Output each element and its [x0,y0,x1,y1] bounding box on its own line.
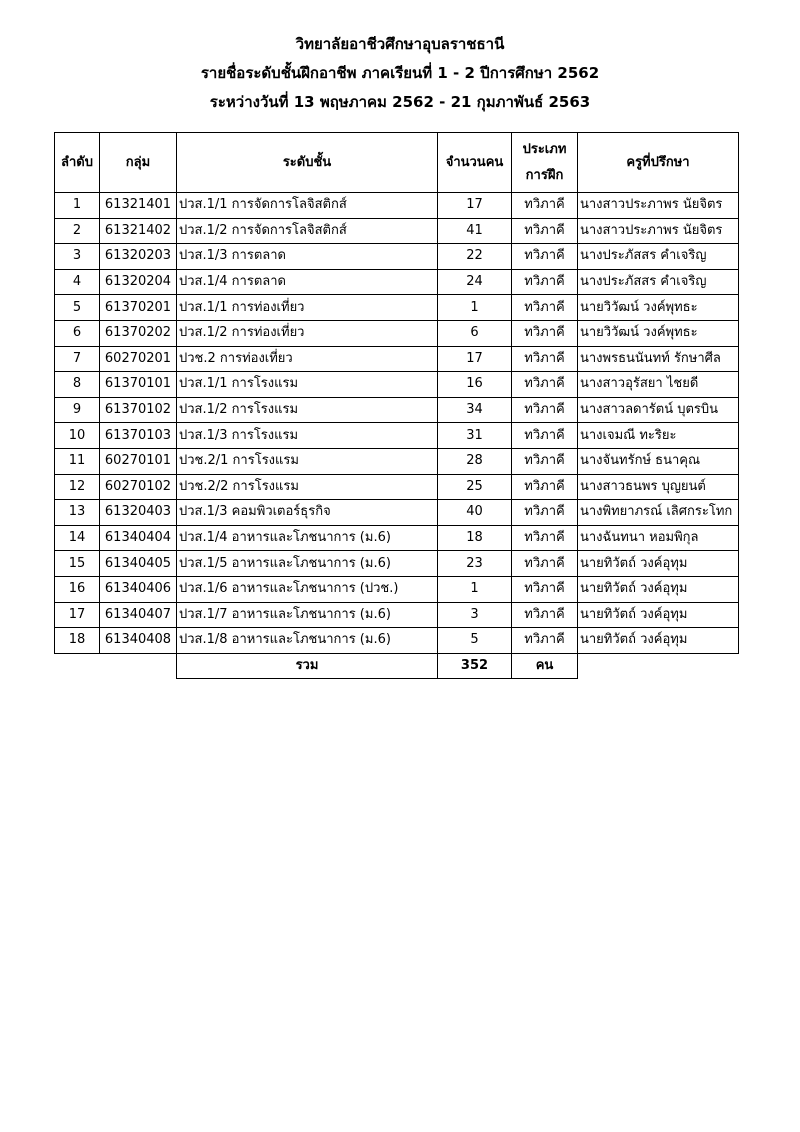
table-row [55,372,739,398]
cell-level: ปวส.1/2 การท่องเที่ยว [177,320,438,346]
cell-advisor: นายทิวัตถ์ วงค์อุทุม [578,551,739,577]
cell-no: 18 [55,628,100,654]
cell-type: ทวิภาคี [512,628,578,654]
table-row [55,269,739,295]
cell-advisor: นางพิทยาภรณ์ เลิศกระโทก [578,500,739,526]
cell-type: ทวิภาคี [512,193,578,219]
cell-group: 60270101 [100,448,177,474]
cell-level: ปวส.1/5 อาหารและโภชนาการ (ม.6) [177,551,438,577]
total-unit: คน [512,653,578,679]
cell-level: ปวส.1/2 การโรงแรม [177,397,438,423]
cell-no: 6 [55,320,100,346]
column-header-type-line2: การฝึก [525,167,564,183]
cell-type: ทวิภาคี [512,320,578,346]
cell-no: 16 [55,576,100,602]
cell-advisor: นางสาวธนพร บุญยนต์ [578,474,739,500]
cell-no: 5 [55,295,100,321]
cell-level: ปวช.2/1 การโรงแรม [177,448,438,474]
cell-level: ปวส.1/2 การจัดการโลจิสติกส์ [177,218,438,244]
cell-type: ทวิภาคี [512,269,578,295]
total-blank-cell [100,653,177,679]
cell-advisor: นางสาวประภาพร นัยจิตร [578,218,739,244]
cell-type: ทวิภาคี [512,397,578,423]
cell-type: ทวิภาคี [512,372,578,398]
cell-count: 25 [438,474,512,500]
cell-no: 3 [55,244,100,270]
table-row [55,423,739,449]
cell-group: 61320204 [100,269,177,295]
cell-level: ปวส.1/1 การจัดการโลจิสติกส์ [177,193,438,219]
cell-level: ปวส.1/3 การโรงแรม [177,423,438,449]
table-row [55,346,739,372]
cell-count: 24 [438,269,512,295]
column-header-type-line1: ประเภท [522,141,567,157]
cell-advisor: นางสาวลดารัตน์ บุตรบิน [578,397,739,423]
cell-group: 61340406 [100,576,177,602]
column-header-level: ระดับชั้น [177,133,438,193]
column-header-group: กลุ่ม [100,133,177,193]
cell-no: 10 [55,423,100,449]
cell-group: 61370102 [100,397,177,423]
cell-type: ทวิภาคี [512,218,578,244]
cell-advisor: นางสาวประภาพร นัยจิตร [578,193,739,219]
cell-count: 3 [438,602,512,628]
total-blank-cell [55,653,100,679]
cell-advisor: นายวิวัฒน์ วงค์พุทธะ [578,320,739,346]
cell-level: ปวช.2/2 การโรงแรม [177,474,438,500]
cell-count: 23 [438,551,512,577]
cell-level: ปวส.1/1 การโรงแรม [177,372,438,398]
cell-count: 34 [438,397,512,423]
cell-no: 14 [55,525,100,551]
cell-group: 61340408 [100,628,177,654]
table-row [55,551,739,577]
cell-group: 61370202 [100,320,177,346]
cell-type: ทวิภาคี [512,576,578,602]
table-row [55,448,739,474]
cell-advisor: นายวิวัฒน์ วงค์พุทธะ [578,295,739,321]
cell-level: ปวส.1/3 คอมพิวเตอร์ธุรกิจ [177,500,438,526]
cell-type: ทวิภาคี [512,602,578,628]
cell-level: ปวส.1/6 อาหารและโภชนาการ (ปวช.) [177,576,438,602]
cell-group: 61321401 [100,193,177,219]
document-period: ระหว่างวันที่ 13 พฤษภาคม 2562 - 21 กุมภาพันธ์ 2563 [209,93,591,111]
cell-group: 61320203 [100,244,177,270]
cell-level: ปวส.1/4 การตลาด [177,269,438,295]
cell-no: 7 [55,346,100,372]
cell-advisor: นายทิวัตถ์ วงค์อุทุม [578,602,739,628]
table-row [55,602,739,628]
table-row [55,295,739,321]
total-row [55,653,739,679]
table-row [55,320,739,346]
cell-advisor: นางสาวอุรัสยา ไชยดี [578,372,739,398]
table-row [55,244,739,270]
cell-no: 17 [55,602,100,628]
cell-level: ปวส.1/8 อาหารและโภชนาการ (ม.6) [177,628,438,654]
cell-type: ทวิภาคี [512,500,578,526]
cell-level: ปวส.1/7 อาหารและโภชนาการ (ม.6) [177,602,438,628]
cell-type: ทวิภาคี [512,244,578,270]
document-header [0,30,800,117]
cell-no: 2 [55,218,100,244]
cell-advisor: นายทิวัตถ์ วงค์อุทุม [578,628,739,654]
cell-count: 28 [438,448,512,474]
cell-group: 61340405 [100,551,177,577]
table-row [55,576,739,602]
cell-count: 17 [438,346,512,372]
cell-count: 6 [438,320,512,346]
table-body [55,193,739,654]
table-footer [55,653,739,679]
cell-level: ปวช.2 การท่องเที่ยว [177,346,438,372]
cell-group: 61340404 [100,525,177,551]
table-row [55,193,739,219]
cell-advisor: นางจันทรักษ์ ธนาคุณ [578,448,739,474]
cell-type: ทวิภาคี [512,423,578,449]
table-row [55,474,739,500]
cell-group: 61370201 [100,295,177,321]
cell-no: 13 [55,500,100,526]
cell-type: ทวิภาคี [512,525,578,551]
cell-type: ทวิภาคี [512,474,578,500]
cell-count: 1 [438,576,512,602]
cell-level: ปวส.1/1 การท่องเที่ยว [177,295,438,321]
cell-level: ปวส.1/4 อาหารและโภชนาการ (ม.6) [177,525,438,551]
table-row [55,500,739,526]
cell-no: 15 [55,551,100,577]
cell-advisor: นางเจมณี ทะริยะ [578,423,739,449]
cell-type: ทวิภาคี [512,346,578,372]
cell-no: 8 [55,372,100,398]
cell-count: 16 [438,372,512,398]
table-row [55,218,739,244]
cell-group: 61370101 [100,372,177,398]
cell-group: 61320403 [100,500,177,526]
cell-count: 22 [438,244,512,270]
cell-advisor: นางพรธนนันทท์ รักษาศีล [578,346,739,372]
column-header-count: จำนวนคน [438,133,512,193]
cell-group: 60270102 [100,474,177,500]
column-header-no: ลำดับ [55,133,100,193]
total-count: 352 [438,653,512,679]
cell-type: ทวิภาคี [512,551,578,577]
table-row [55,397,739,423]
column-header-type [512,133,578,193]
cell-level: ปวส.1/3 การตลาด [177,244,438,270]
cell-advisor: นางประภัสสร คำเจริญ [578,244,739,270]
training-roster-table [54,132,739,679]
total-blank-cell [578,653,739,679]
column-header-advisor: ครูที่ปรึกษา [578,133,739,193]
table-row [55,525,739,551]
cell-count: 1 [438,295,512,321]
cell-no: 12 [55,474,100,500]
cell-group: 60270201 [100,346,177,372]
table-row [55,628,739,654]
cell-type: ทวิภาคี [512,448,578,474]
institution-title: วิทยาลัยอาชีวศึกษาอุบลราชธานี [295,35,505,53]
cell-advisor: นางฉันทนา หอมพิกุล [578,525,739,551]
cell-count: 18 [438,525,512,551]
cell-no: 4 [55,269,100,295]
table-header-row [55,133,739,193]
cell-group: 61321402 [100,218,177,244]
cell-count: 5 [438,628,512,654]
cell-count: 17 [438,193,512,219]
total-label: รวม [177,653,438,679]
cell-group: 61370103 [100,423,177,449]
cell-count: 40 [438,500,512,526]
cell-group: 61340407 [100,602,177,628]
cell-no: 11 [55,448,100,474]
cell-advisor: นายทิวัตถ์ วงค์อุทุม [578,576,739,602]
cell-no: 1 [55,193,100,219]
cell-no: 9 [55,397,100,423]
cell-type: ทวิภาคี [512,295,578,321]
cell-count: 41 [438,218,512,244]
cell-count: 31 [438,423,512,449]
cell-advisor: นางประภัสสร คำเจริญ [578,269,739,295]
document-subtitle: รายชื่อระดับชั้นฝึกอาชีพ ภาคเรียนที่ 1 - 2 ปีการศึกษา 2562 [200,64,600,82]
